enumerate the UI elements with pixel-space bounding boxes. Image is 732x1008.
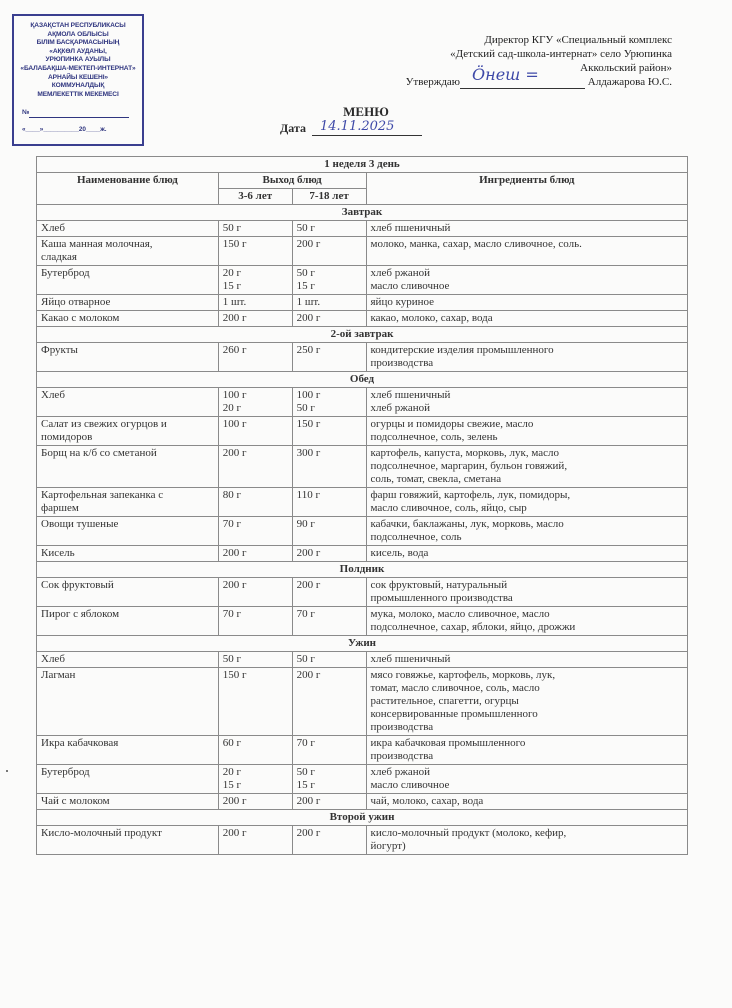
portion-3-6: 150 г (218, 668, 292, 736)
ingredients: кисель, вода (366, 546, 688, 562)
ingredients: кондитерские изделия промышленного производства (366, 343, 688, 372)
portion-7-18: 100 г 50 г (292, 388, 366, 417)
portion-7-18: 200 г (292, 311, 366, 327)
portion-7-18: 200 г (292, 546, 366, 562)
stamp-date-field: «____»__________20____ж. (22, 125, 107, 133)
table-row (37, 446, 688, 488)
date-value: 14.11.2025 (320, 119, 395, 134)
portion-3-6: 20 г 15 г (218, 765, 292, 794)
dish-name: Борщ на к/б со сметаной (37, 446, 219, 488)
table-row (37, 652, 688, 668)
ingredients: сок фруктовый, натуральный промышленного производства (366, 578, 688, 607)
dish-name: Овощи тушеные (37, 517, 219, 546)
table-row (37, 517, 688, 546)
approval-line-2: «Детский сад-школа-интернат» село Урюпинка (450, 48, 672, 60)
portion-3-6: 260 г (218, 343, 292, 372)
dish-name: Картофельная запеканка с фаршем (37, 488, 219, 517)
date-row (280, 121, 422, 136)
dish-name: Лагман (37, 668, 219, 736)
signature-line (460, 65, 585, 89)
dish-name: Бутерброд (37, 765, 219, 794)
section-row (37, 327, 688, 343)
portion-7-18: 50 г 15 г (292, 266, 366, 295)
portion-3-6: 70 г (218, 607, 292, 636)
page-title: МЕНЮ (343, 104, 389, 119)
table-row (37, 826, 688, 855)
portion-7-18: 250 г (292, 343, 366, 372)
ingredients: чай, молоко, сахар, вода (366, 794, 688, 810)
age-3-6-header: 3-6 лет (218, 189, 292, 205)
stamp-line: КОММУНАЛДЫҚ (51, 82, 105, 90)
ingredients: хлеб пшеничный (366, 652, 688, 668)
table-row (37, 311, 688, 327)
portion-3-6: 200 г (218, 546, 292, 562)
dish-name: Хлеб (37, 388, 219, 417)
portion-3-6: 200 г (218, 446, 292, 488)
section-row (37, 810, 688, 826)
portion-7-18: 1 шт. (292, 295, 366, 311)
portion-3-6: 200 г (218, 311, 292, 327)
dish-name: Хлеб (37, 652, 219, 668)
output-header: Выход блюд (218, 173, 366, 189)
portion-3-6: 200 г (218, 826, 292, 855)
dish-name: Салат из свежих огурцов и помидоров (37, 417, 219, 446)
stamp-line: «БАЛАБАҚША-МЕКТЕП-ИНТЕРНАТ» (20, 64, 136, 72)
section-row (37, 372, 688, 388)
stamp-line: ҚАЗАҚСТАН РЕСПУБЛИКАСЫ (30, 22, 126, 29)
portion-7-18: 300 г (292, 446, 366, 488)
dish-name: Пирог с яблоком (37, 607, 219, 636)
ingredients: мясо говяжье, картофель, морковь, лук, томат, масло сливочное, соль, масло растительное, спагетти, огурцы консервированные промышленного производства (366, 668, 688, 736)
section-title: Завтрак (37, 205, 688, 221)
table-row (37, 794, 688, 810)
section-title: Полдник (37, 562, 688, 578)
portion-7-18: 50 г 15 г (292, 765, 366, 794)
dish-name: Сок фруктовый (37, 578, 219, 607)
table-row (37, 266, 688, 295)
portion-3-6: 100 г (218, 417, 292, 446)
portion-7-18: 90 г (292, 517, 366, 546)
portion-3-6: 150 г (218, 237, 292, 266)
section-title: 2-ой завтрак (37, 327, 688, 343)
table-row (37, 607, 688, 636)
portion-3-6: 20 г 15 г (218, 266, 292, 295)
approve-label: Утверждаю (405, 76, 461, 88)
ingredients-header: Ингредиенты блюд (366, 173, 688, 205)
portion-7-18: 200 г (292, 237, 366, 266)
dish-name: Какао с молоком (37, 311, 219, 327)
dish-name: Яйцо отварное (37, 295, 219, 311)
menu-table (36, 156, 688, 855)
stamp-line: БІЛІМ БАСҚАРМАСЫНЫҢ (36, 39, 120, 47)
date-label: Дата (280, 121, 306, 135)
table-row (37, 546, 688, 562)
ingredients: кабачки, баклажаны, лук, морковь, масло подсолнечное, соль (366, 517, 688, 546)
portion-3-6: 50 г (218, 221, 292, 237)
table-row (37, 221, 688, 237)
portion-7-18: 70 г (292, 736, 366, 765)
stamp-line: АРНАЙЫ КЕШЕНІ» (47, 73, 109, 81)
dish-name: Кисло-молочный продукт (37, 826, 219, 855)
scan-speck (6, 770, 8, 772)
stamp-line: «АҚКӨЛ АУДАНЫ, (49, 47, 107, 55)
signature: Ӧнеш = (472, 65, 539, 84)
table-row (37, 417, 688, 446)
stamp-text (14, 22, 142, 99)
stamp-line: АҚМОЛА ОБЛЫСЫ (47, 30, 109, 38)
ingredients: картофель, капуста, морковь, лук, масло подсолнечное, маргарин, бульон говяжий, соль, томат, свекла, сметана (366, 446, 688, 488)
table-row (37, 488, 688, 517)
dish-name: Бутерброд (37, 266, 219, 295)
dish-name: Икра кабачковая (37, 736, 219, 765)
portion-3-6: 100 г 20 г (218, 388, 292, 417)
portion-7-18: 150 г (292, 417, 366, 446)
portion-7-18: 110 г (292, 488, 366, 517)
table-row (37, 578, 688, 607)
section-title: Ужин (37, 636, 688, 652)
section-row (37, 636, 688, 652)
ingredients: хлеб ржаной масло сливочное (366, 266, 688, 295)
portion-7-18: 200 г (292, 794, 366, 810)
approval-line-1: Директор КГУ «Специальный комплекс (484, 34, 672, 46)
dish-header: Наименование блюд (37, 173, 219, 205)
approval-line-3: Аккольский район» (580, 62, 672, 74)
director-name: Алдажарова Ю.С. (587, 76, 672, 88)
dish-name: Фрукты (37, 343, 219, 372)
table-row (37, 388, 688, 417)
age-7-18-header: 7-18 лет (292, 189, 366, 205)
portion-3-6: 80 г (218, 488, 292, 517)
ingredients: хлеб пшеничный хлеб ржаной (366, 388, 688, 417)
table-row (37, 736, 688, 765)
table-row (37, 237, 688, 266)
ingredients: хлеб пшеничный (366, 221, 688, 237)
portion-7-18: 200 г (292, 578, 366, 607)
dish-name: Кисель (37, 546, 219, 562)
dish-name: Хлеб (37, 221, 219, 237)
section-row (37, 562, 688, 578)
ingredients: яйцо куриное (366, 295, 688, 311)
dish-name: Чай с молоком (37, 794, 219, 810)
table-row (37, 765, 688, 794)
approval-block (352, 33, 672, 89)
portion-7-18: 50 г (292, 221, 366, 237)
ingredients: мука, молоко, масло сливочное, масло подсолнечное, сахар, яблоки, яйцо, дрожжи (366, 607, 688, 636)
stamp-number-label: № (22, 109, 30, 117)
section-title: Обед (37, 372, 688, 388)
ingredients: молоко, манка, сахар, масло сливочное, соль. (366, 237, 688, 266)
portion-7-18: 70 г (292, 607, 366, 636)
section-row (37, 205, 688, 221)
portion-3-6: 1 шт. (218, 295, 292, 311)
stamp-line: УРЮПИНКА АУЫЛЫ (45, 56, 111, 64)
stamp-line: МЕМЛЕКЕТТІК МЕКЕМЕСІ (37, 90, 119, 98)
ingredients: кисло-молочный продукт (молоко, кефир, йогурт) (366, 826, 688, 855)
dish-name: Каша манная молочная, сладкая (37, 237, 219, 266)
table-row (37, 668, 688, 736)
date-line (312, 119, 422, 136)
table-row (37, 295, 688, 311)
portion-3-6: 70 г (218, 517, 292, 546)
ingredients: огурцы и помидоры свежие, масло подсолнечное, соль, зелень (366, 417, 688, 446)
table-row (37, 343, 688, 372)
ingredients: какао, молоко, сахар, вода (366, 311, 688, 327)
ingredients: фарш говяжий, картофель, лук, помидоры, масло сливочное, соль, яйцо, сыр (366, 488, 688, 517)
official-stamp (12, 14, 144, 146)
portion-3-6: 200 г (218, 794, 292, 810)
ingredients: хлеб ржаной масло сливочное (366, 765, 688, 794)
portion-7-18: 50 г (292, 652, 366, 668)
ingredients: икра кабачковая промышленного производства (366, 736, 688, 765)
portion-3-6: 60 г (218, 736, 292, 765)
menu-body (37, 205, 688, 855)
section-title: Второй ужин (37, 810, 688, 826)
period-header: 1 неделя 3 день (37, 157, 688, 173)
portion-3-6: 50 г (218, 652, 292, 668)
portion-7-18: 200 г (292, 668, 366, 736)
portion-7-18: 200 г (292, 826, 366, 855)
portion-3-6: 200 г (218, 578, 292, 607)
